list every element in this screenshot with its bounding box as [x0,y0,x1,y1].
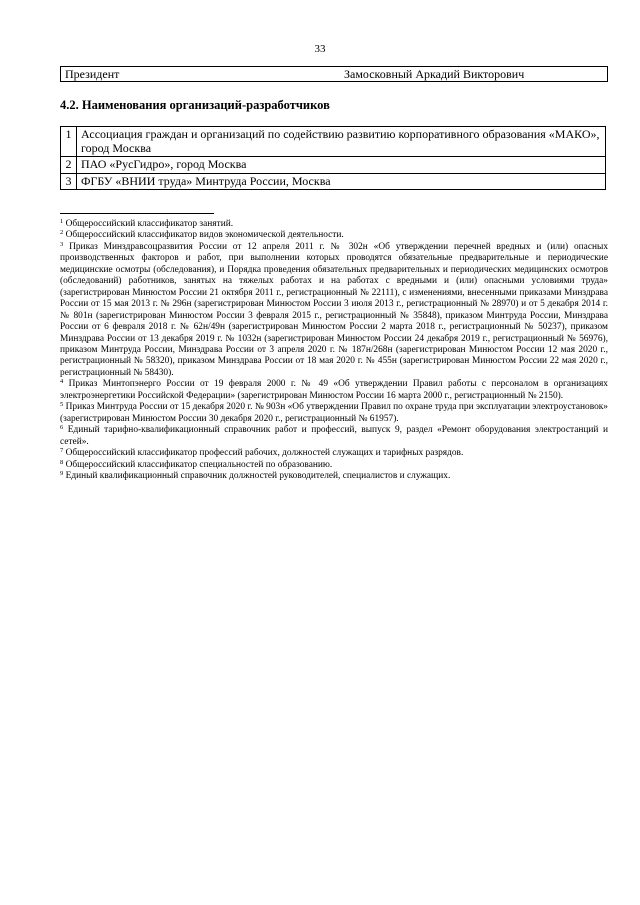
organizations-table [60,126,606,190]
footnote-text: Приказ Минтопэнерго России от 19 февраля 2000 г. № 49 «Об утверждении Правил работы с персоналом в организациях электроэнергетики Российской Федерации» (зарегистрирован Минюстом России 16 марта 2000 г., регистрационный № 2150). [60,379,608,401]
footnote-mark: 7 [60,447,64,455]
footnote-mark: 5 [60,401,64,409]
footnote-mark: 2 [60,229,64,237]
footnote [60,230,608,241]
section-title: 4.2. Наименования организаций-разработчиков [60,98,330,112]
footnote [60,425,608,448]
footnote [60,379,608,402]
footnote-mark: 1 [60,218,64,225]
footnote-mark: 4 [60,378,64,386]
signature-name: Замосковный Аркадий Викторович [344,67,525,81]
footnote [60,448,608,459]
signature-row [60,66,608,82]
table-row [61,173,606,190]
footnote-text: Единый квалификационный справочник должностей руководителей, специалистов и служащих. [65,470,451,481]
row-number: 1 [61,127,77,157]
organization-name: ФГБУ «ВНИИ труда» Минтруда России, Москва [77,173,606,190]
footnote [60,219,608,230]
footnote [60,402,608,425]
footnote-text: Приказ Минздравсоцразвития России от 12 апреля 2011 г. № 302н «Об утверждении перечней вредных и (или) опасных производственных факторов и работ, при выполнении которых проводятся обязательные предварительные и периодические медицинские осмотры (обследования), и Порядка проведения обязательных предварительных и периодических медицинских осмотров (обследований) работников, занятых на тяжелых работах и на работах с вредными и (или) опасными условиями труда» (зарегистрирован Минюстом России 21 октября 2011 г., регистрационный № 22111), с изменениями, внесенными приказами Минздрава России от 15 мая 2013 г. № 296н (зарегистрирован Минюстом России 3 июля 2013 г., регистрационный № 28970) и от 5 декабря 2014 г. № 801н (зарегистрирован Минюстом России 3 февраля 2015 г., регистрационный № 35848), приказом Минтруда России, Минздрава России от 6 февраля 2018 г. № 62н/49н (зарегистрирован Минюстом России 2 марта 2018 г., регистрационный № 50237), приказом Минздрава России от 13 декабря 2019 г. № 1032н (зарегистрирован Минюстом России 24 декабря 2019 г., регистрационный № 56976), приказом Минтруда России, Минздрава России от 3 апреля 2020 г. № 187н/268н (зарегистрирован Минюстом России 12 мая 2020 г., регистрационный № 58320), приказом Минздрава России от 18 мая 2020 г. № 455н (зарегистрирован Минюстом России 22 мая 2020 г., регистрационный № 58430). [60,241,609,378]
page-number: 33 [314,43,326,55]
organization-name: ПАО «РусГидро», город Москва [77,157,606,174]
row-number: 2 [61,157,77,174]
footnote-text: Общероссийский классификатор видов экономической деятельности. [65,230,344,241]
footnote-text: Общероссийский классификатор профессий рабочих, должностей служащих и тарифных разрядов. [65,448,464,459]
footnotes [60,219,608,482]
footnote-mark: 8 [60,458,64,466]
footnote-separator [60,213,214,214]
table-row [61,157,606,174]
footnote [60,242,608,379]
table-row [61,127,606,157]
row-number: 3 [61,173,77,190]
footnote [60,460,608,471]
footnote-mark: 6 [60,424,64,432]
footnote-mark: 3 [60,240,64,248]
footnote-text: Приказ Минтруда России от 15 декабря 2020 г. № 903н «Об утверждении Правил по охране труда при эксплуатации электроустановок» (зарегистрирован Минюстом России 30 декабря 2020 г., регистрационный № 61957). [60,402,608,424]
footnote-text: Общероссийский классификатор специальностей по образованию. [65,459,333,470]
footnote-mark: 9 [60,469,64,477]
footnote [60,471,608,482]
organization-name: Ассоциация граждан и организаций по содействию развитию корпоративного образования «МАКО», город Москва [77,127,606,157]
footnote-text: Общероссийский классификатор занятий. [65,219,234,229]
signature-role: Президент [65,67,120,81]
footnote-text: Единый тарифно-квалификационный справочник работ и профессий, выпуск 9, раздел «Ремонт оборудования электростанций и сетей». [60,425,608,447]
